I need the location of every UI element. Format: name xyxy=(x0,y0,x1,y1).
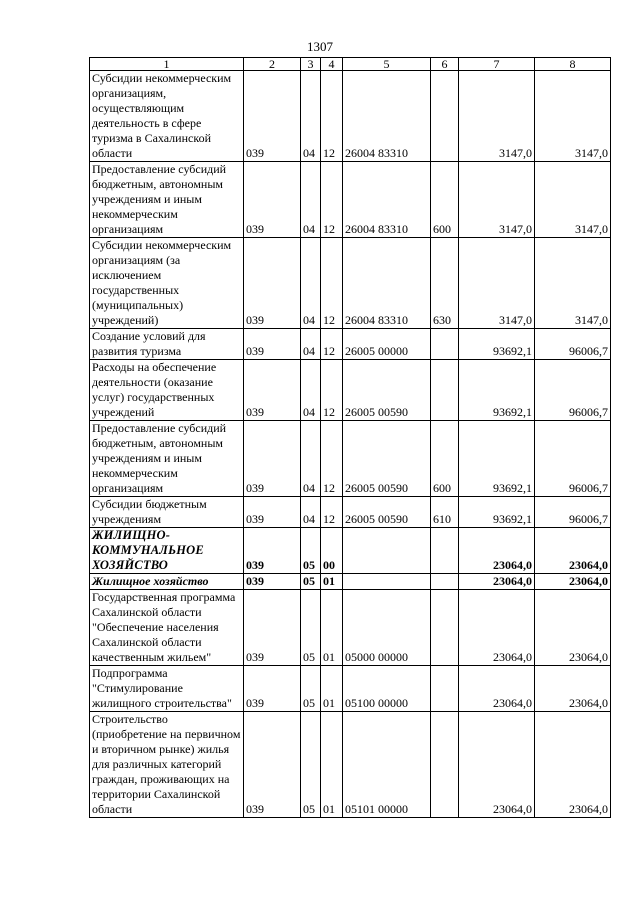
row-code-2: 039 xyxy=(244,574,301,590)
row-code-5: 05101 00000 xyxy=(343,712,431,818)
table-row xyxy=(90,238,611,329)
row-code-5: 26004 83310 xyxy=(343,238,431,329)
row-code-6 xyxy=(431,712,459,818)
table-row-section xyxy=(90,528,611,574)
row-code-4: 12 xyxy=(321,360,343,421)
column-header: 2 xyxy=(244,58,301,71)
row-code-6 xyxy=(431,528,459,574)
row-value-7: 23064,0 xyxy=(459,590,535,666)
row-value-7: 3147,0 xyxy=(459,238,535,329)
table-row xyxy=(90,666,611,712)
row-name: Строительство (приобретение на первичном и вторичном рынке) жилья для различных категорий граждан, проживающих на территории Сахалинской области xyxy=(90,712,244,818)
row-code-5: 05100 00000 xyxy=(343,666,431,712)
row-code-3: 05 xyxy=(301,574,321,590)
row-code-5: 26005 00000 xyxy=(343,329,431,360)
row-value-7: 3147,0 xyxy=(459,162,535,238)
row-code-2: 039 xyxy=(244,590,301,666)
row-code-2: 039 xyxy=(244,497,301,528)
row-value-7: 23064,0 xyxy=(459,528,535,574)
row-name: Предоставление субсидий бюджетным, автономным учреждениям и иным некоммерческим организациям xyxy=(90,162,244,238)
row-code-2: 039 xyxy=(244,329,301,360)
row-code-2: 039 xyxy=(244,528,301,574)
table-row-subsection xyxy=(90,574,611,590)
row-name: Подпрограмма "Стимулирование жилищного строительства" xyxy=(90,666,244,712)
row-code-3: 05 xyxy=(301,528,321,574)
column-header: 8 xyxy=(535,58,611,71)
row-code-2: 039 xyxy=(244,666,301,712)
row-code-4: 12 xyxy=(321,238,343,329)
row-code-6 xyxy=(431,590,459,666)
row-code-6: 630 xyxy=(431,238,459,329)
budget-table xyxy=(89,57,611,818)
row-name: Предоставление субсидий бюджетным, автономным учреждениям и иным некоммерческим организациям xyxy=(90,421,244,497)
column-header: 6 xyxy=(431,58,459,71)
row-code-6 xyxy=(431,574,459,590)
page-number: 1307 xyxy=(307,39,333,54)
row-code-5: 26005 00590 xyxy=(343,421,431,497)
row-code-3: 04 xyxy=(301,360,321,421)
row-code-2: 039 xyxy=(244,162,301,238)
row-value-8: 23064,0 xyxy=(535,574,611,590)
row-code-6: 600 xyxy=(431,421,459,497)
column-header: 1 xyxy=(90,58,244,71)
row-code-4: 01 xyxy=(321,574,343,590)
row-name: Государственная программа Сахалинской области "Обеспечение населения Сахалинской области качественным жильем" xyxy=(90,590,244,666)
row-code-3: 04 xyxy=(301,421,321,497)
row-value-7: 93692,1 xyxy=(459,360,535,421)
row-code-3: 05 xyxy=(301,712,321,818)
row-value-7: 93692,1 xyxy=(459,329,535,360)
row-code-3: 04 xyxy=(301,497,321,528)
row-code-4: 12 xyxy=(321,329,343,360)
row-name: ЖИЛИЩНО-КОММУНАЛЬНОЕ ХОЗЯЙСТВО xyxy=(90,528,244,574)
row-code-5: 26004 83310 xyxy=(343,162,431,238)
row-code-6: 600 xyxy=(431,162,459,238)
row-value-7: 93692,1 xyxy=(459,497,535,528)
row-value-8: 3147,0 xyxy=(535,71,611,162)
row-code-4: 01 xyxy=(321,666,343,712)
row-code-4: 12 xyxy=(321,421,343,497)
table-row xyxy=(90,590,611,666)
row-value-8: 96006,7 xyxy=(535,497,611,528)
row-code-2: 039 xyxy=(244,238,301,329)
row-name: Расходы на обеспечение деятельности (оказание услуг) государственных учреждений xyxy=(90,360,244,421)
row-code-6 xyxy=(431,71,459,162)
row-value-8: 3147,0 xyxy=(535,162,611,238)
row-value-8: 23064,0 xyxy=(535,712,611,818)
table-row xyxy=(90,421,611,497)
row-value-7: 3147,0 xyxy=(459,71,535,162)
row-code-3: 04 xyxy=(301,329,321,360)
header-row xyxy=(90,58,611,71)
row-code-6 xyxy=(431,360,459,421)
row-value-8: 23064,0 xyxy=(535,666,611,712)
row-code-4: 12 xyxy=(321,71,343,162)
row-code-5: 05000 00000 xyxy=(343,590,431,666)
row-code-5: 26005 00590 xyxy=(343,497,431,528)
row-code-4: 01 xyxy=(321,712,343,818)
column-header: 4 xyxy=(321,58,343,71)
table-row xyxy=(90,162,611,238)
row-code-5: 26005 00590 xyxy=(343,360,431,421)
row-code-3: 04 xyxy=(301,71,321,162)
row-code-4: 12 xyxy=(321,162,343,238)
row-code-6 xyxy=(431,329,459,360)
row-value-8: 96006,7 xyxy=(535,421,611,497)
row-value-8: 23064,0 xyxy=(535,528,611,574)
row-code-6 xyxy=(431,666,459,712)
row-name: Жилищное хозяйство xyxy=(90,574,244,590)
row-code-4: 01 xyxy=(321,590,343,666)
row-value-8: 3147,0 xyxy=(535,238,611,329)
row-value-8: 23064,0 xyxy=(535,590,611,666)
row-name: Субсидии некоммерческим организациям, осуществляющим деятельность в сфере туризма в Сахалинской области xyxy=(90,71,244,162)
row-value-7: 93692,1 xyxy=(459,421,535,497)
row-code-6: 610 xyxy=(431,497,459,528)
row-code-5: 26004 83310 xyxy=(343,71,431,162)
row-code-2: 039 xyxy=(244,712,301,818)
row-code-4: 00 xyxy=(321,528,343,574)
row-code-5 xyxy=(343,528,431,574)
table-row xyxy=(90,712,611,818)
row-value-7: 23064,0 xyxy=(459,666,535,712)
column-header: 5 xyxy=(343,58,431,71)
table-row xyxy=(90,360,611,421)
row-name: Создание условий для развития туризма xyxy=(90,329,244,360)
row-code-2: 039 xyxy=(244,360,301,421)
row-value-8: 96006,7 xyxy=(535,360,611,421)
row-code-5 xyxy=(343,574,431,590)
row-value-7: 23064,0 xyxy=(459,574,535,590)
row-name: Субсидии бюджетным учреждениям xyxy=(90,497,244,528)
row-code-2: 039 xyxy=(244,421,301,497)
row-value-8: 96006,7 xyxy=(535,329,611,360)
table-row xyxy=(90,71,611,162)
row-code-2: 039 xyxy=(244,71,301,162)
row-code-3: 05 xyxy=(301,590,321,666)
table-row xyxy=(90,497,611,528)
row-code-3: 05 xyxy=(301,666,321,712)
column-header: 3 xyxy=(301,58,321,71)
table-row xyxy=(90,329,611,360)
row-value-7: 23064,0 xyxy=(459,712,535,818)
row-name: Субсидии некоммерческим организациям (за исключением государственных (муниципальных) учреждений) xyxy=(90,238,244,329)
column-header: 7 xyxy=(459,58,535,71)
row-code-4: 12 xyxy=(321,497,343,528)
row-code-3: 04 xyxy=(301,162,321,238)
row-code-3: 04 xyxy=(301,238,321,329)
